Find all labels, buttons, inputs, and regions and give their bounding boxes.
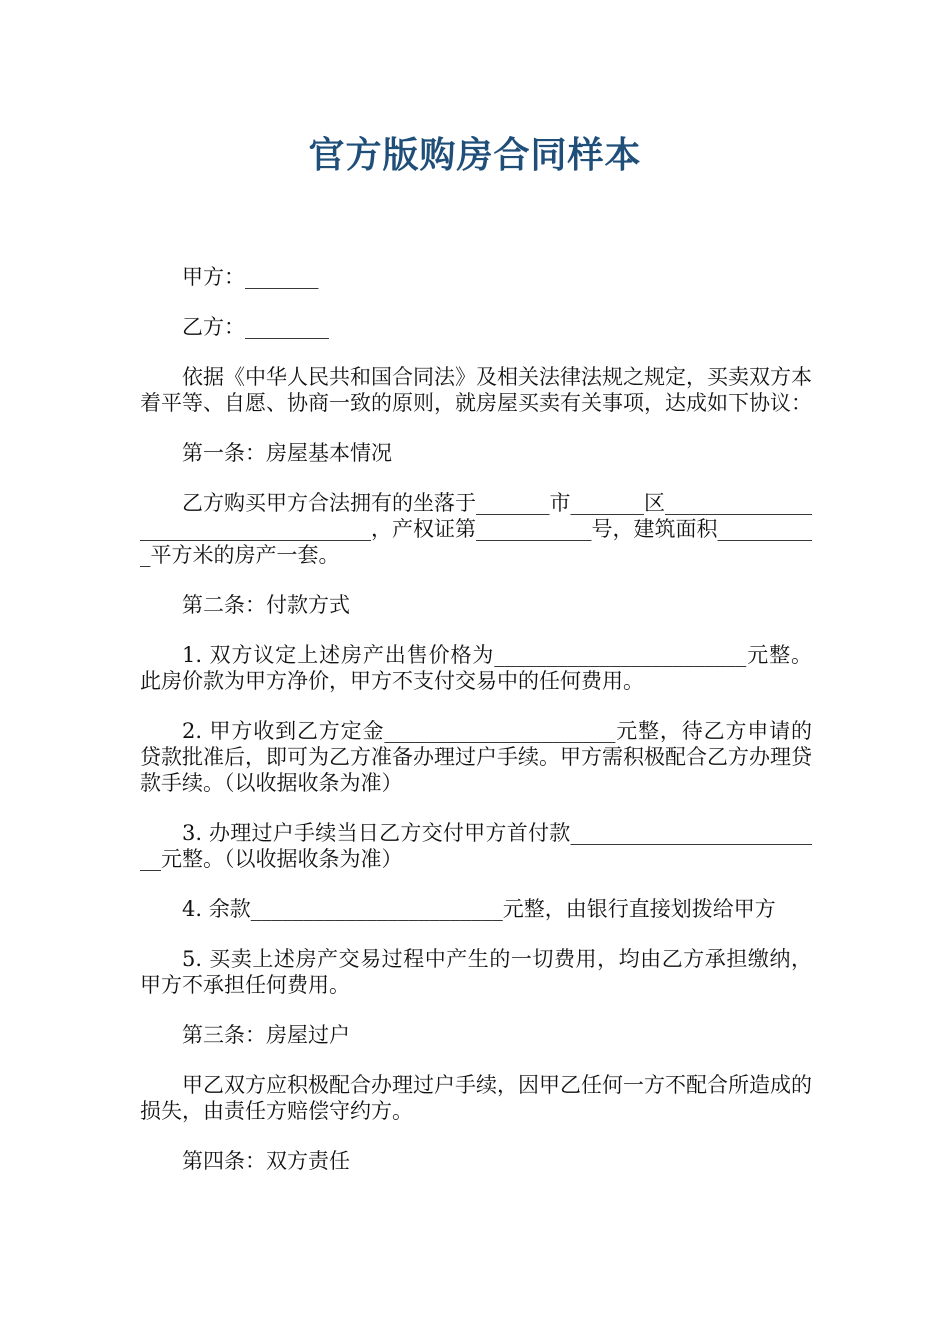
article-3-paragraph: 甲乙双方应积极配合办理过户手续，因甲乙任何一方不配合所造成的损失，由责任方赔偿守约方。 (140, 1073, 812, 1123)
party-a-line: 甲方：_______ (182, 265, 319, 289)
payment-clause-1: 1. 双方议定上述房产出售价格为________________________元整。此房价款为甲方净价，甲方不支付交易中的任何费用。 (140, 643, 812, 693)
payment-clause-4: 4. 余款________________________元整，由银行直接划拨给甲方 (182, 897, 776, 921)
document-title: 官方版购房合同样本 (308, 135, 642, 176)
article-3-heading: 第三条：房屋过户 (182, 1023, 350, 1047)
article-4-heading: 第四条：双方责任 (182, 1149, 350, 1173)
payment-clause-2: 2. 甲方收到乙方定金______________________元整，待乙方申请的贷款批准后，即可为乙方准备办理过户手续。甲方需积极配合乙方办理贷款手续。（以收据收条为准） (140, 719, 812, 795)
article-1-heading: 第一条：房屋基本情况 (182, 441, 392, 465)
payment-clause-3: 3. 办理过户手续当日乙方交付甲方首付款_________________________元整。（以收据收条为准） (140, 821, 812, 871)
article-1-paragraph: 乙方购买甲方合法拥有的坐落于_______市_______区____________________________________，产权证第___________号，建筑面积__________平方米的房产一套。 (140, 491, 812, 567)
article-2-heading: 第二条：付款方式 (182, 593, 350, 617)
document-body (140, 264, 812, 1198)
preamble-paragraph: 依据《中华人民共和国合同法》及相关法律法规之规定，买卖双方本着平等、自愿、协商一致的原则，就房屋买卖有关事项，达成如下协议： (140, 365, 812, 415)
payment-clause-5: 5. 买卖上述房产交易过程中产生的一切费用，均由乙方承担缴纳，甲方不承担任何费用。 (140, 947, 812, 997)
party-b-line: 乙方：________ (182, 315, 329, 339)
